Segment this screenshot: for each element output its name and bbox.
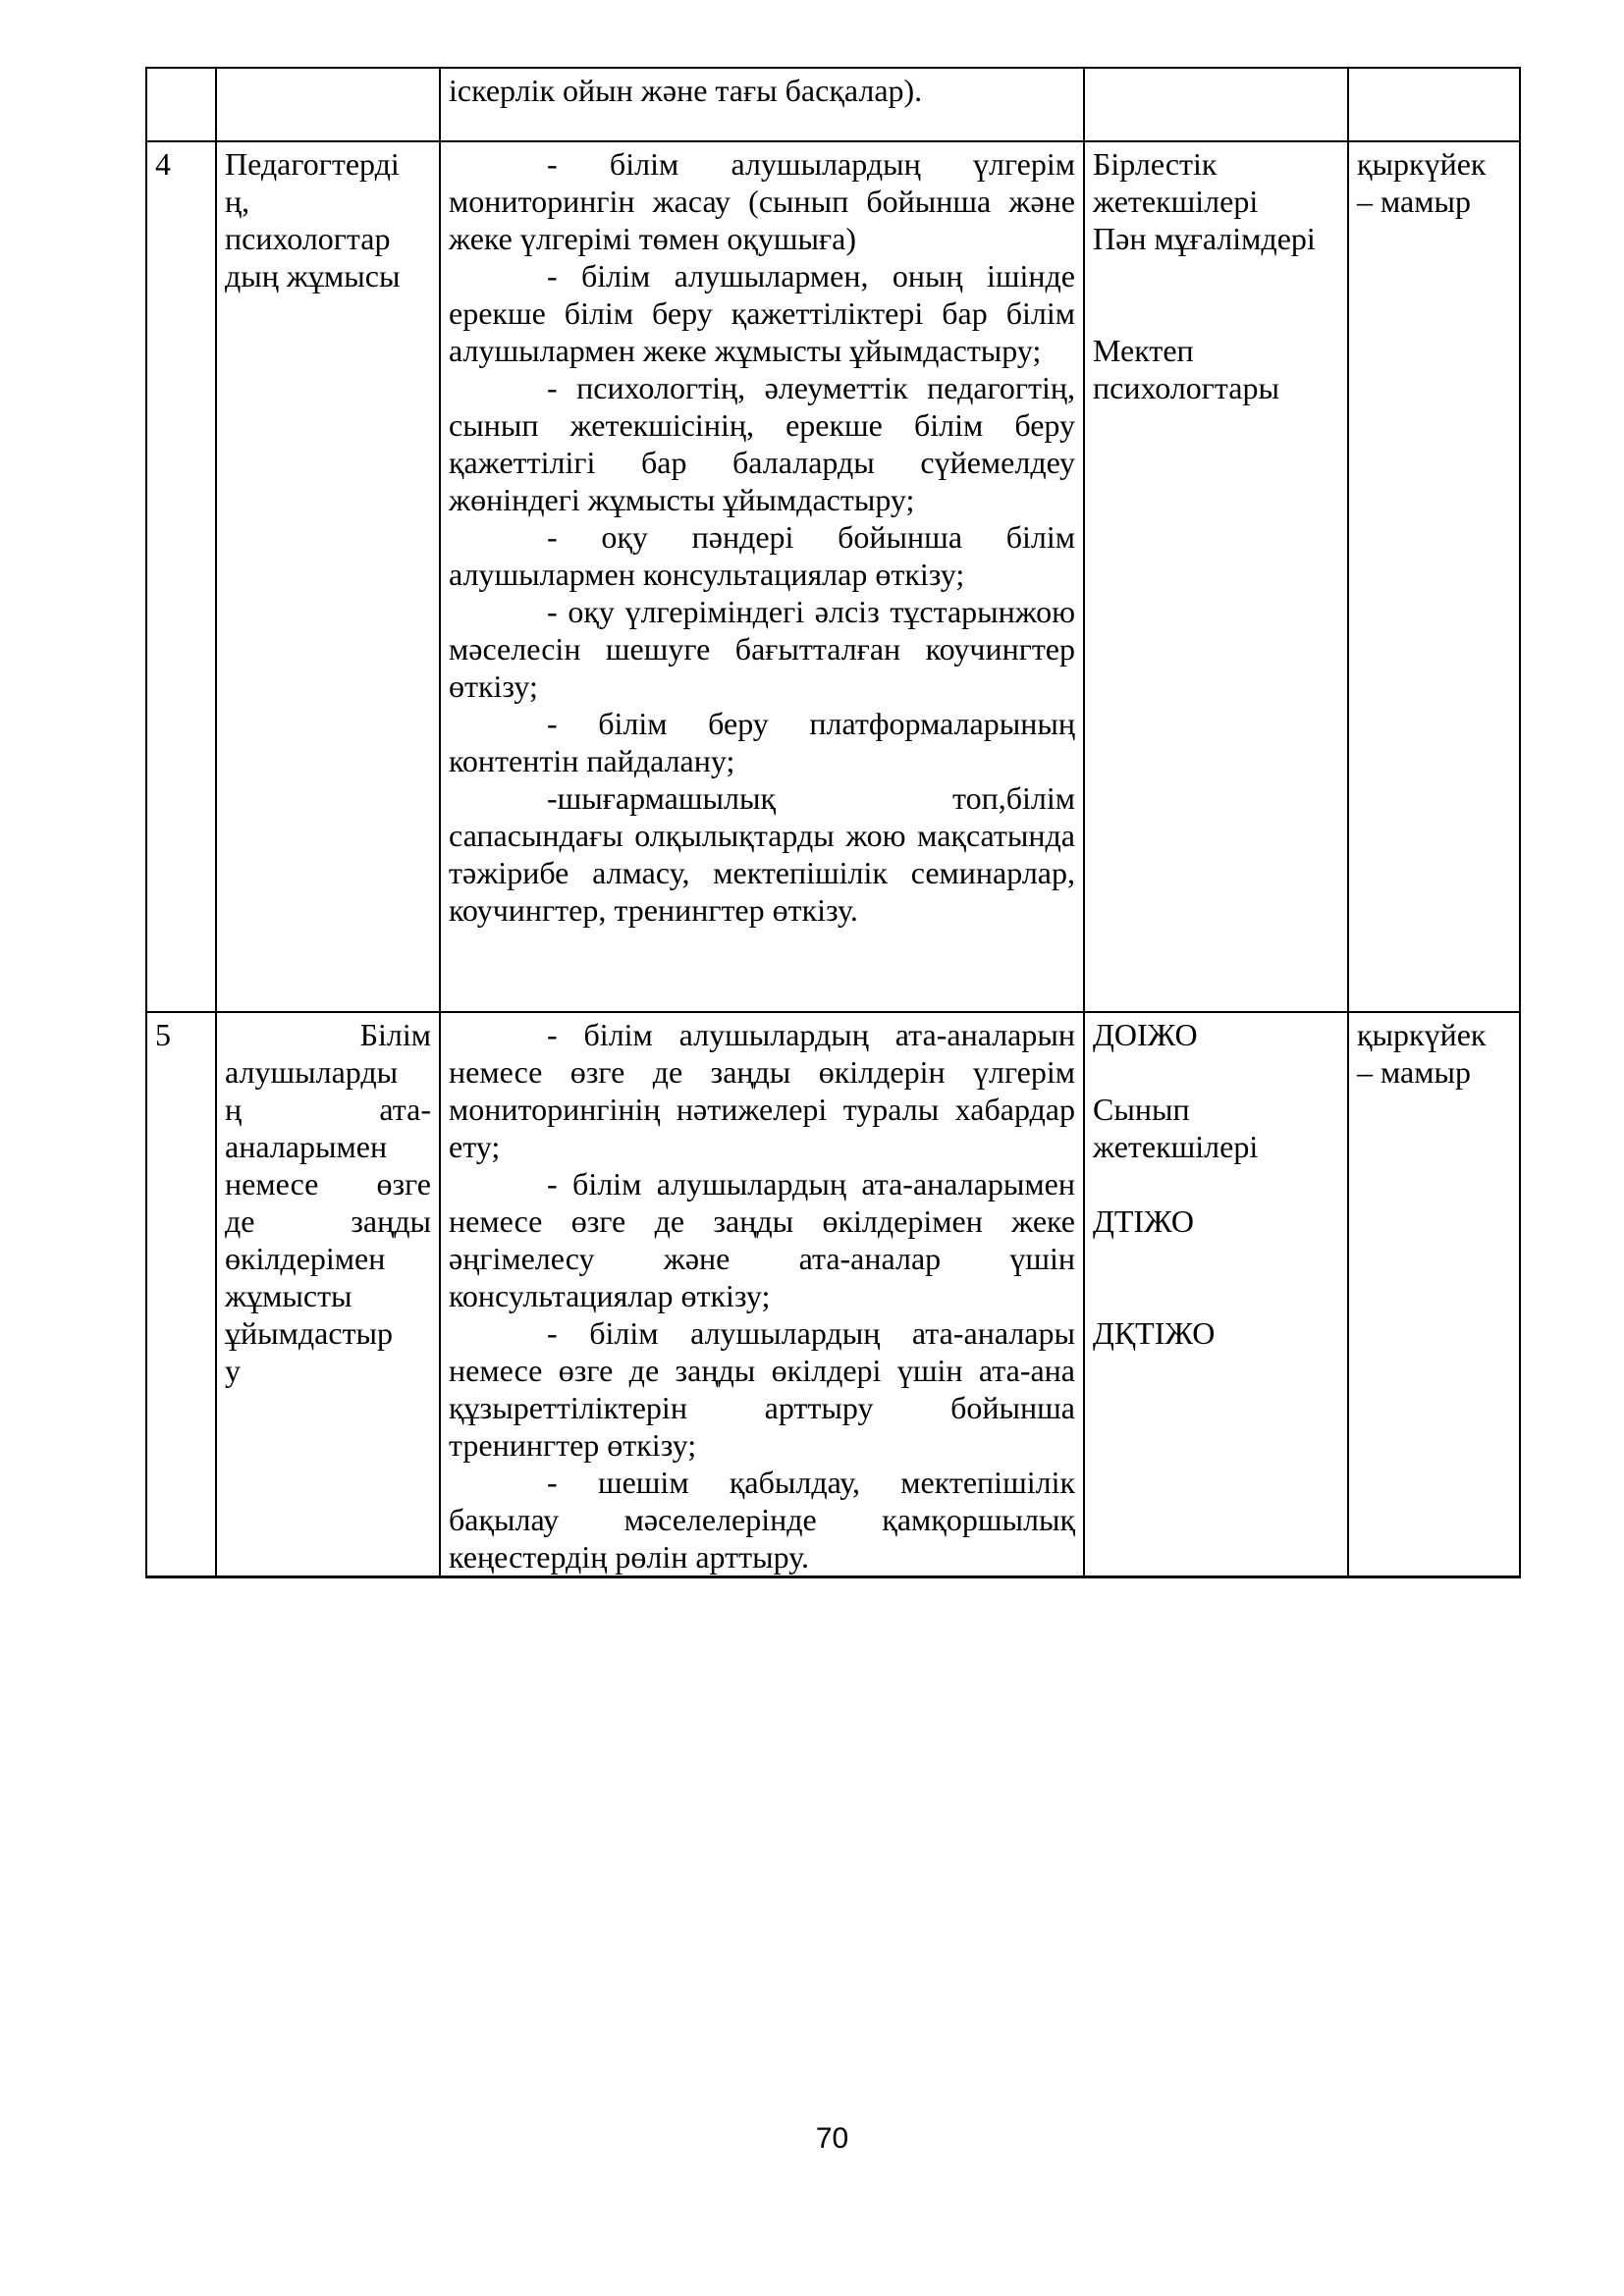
responsible-line: Бірлестік: [1093, 146, 1218, 182]
row-number: 5: [155, 1017, 171, 1052]
responsible-line: [1093, 1053, 1339, 1091]
responsible-line: Сынып: [1093, 1092, 1190, 1127]
activities-cell: [440, 68, 1084, 141]
period-line: қыркүйек: [1357, 146, 1487, 182]
responsible-cell: [1084, 68, 1348, 141]
task-line: ң,: [225, 184, 250, 219]
responsible-line: [1093, 257, 1339, 294]
activity-paragraph: - білім беру платформаларының контентін пайдалану;: [449, 706, 1075, 778]
period-cell: [1348, 141, 1520, 1012]
responsible-line: ДҚТІЖО: [1093, 1315, 1216, 1351]
responsible-line: Мектеп: [1093, 333, 1194, 368]
row-number-cell: [146, 141, 216, 1012]
plan-table-body: [146, 68, 1520, 1577]
responsible-line: ДТІЖО: [1093, 1203, 1195, 1239]
task-line: алушыларды: [225, 1054, 399, 1090]
responsible-line: Пән мұғалімдері: [1093, 221, 1316, 256]
task-cell: [216, 141, 440, 1012]
period-line: қыркүйек: [1357, 1017, 1487, 1052]
activity-paragraph: - білім алушылардың ата-аналарымен немесе өзге де заңды өкілдерімен жеке әңгімелесу және ата-аналар үшін консультациялар өткізу;: [449, 1166, 1075, 1313]
period-cell: [1348, 68, 1520, 141]
activity-paragraph: - оқу пәндері бойынша білім алушылармен консультациялар өткізу;: [449, 519, 1075, 592]
responsible-line: [1093, 294, 1339, 332]
period-line: – мамыр: [1357, 1054, 1471, 1090]
activity-paragraph: - білім алушылармен, оның ішінде ерекше білім беру қажеттіліктері бар білім алушылармен жеке жұмысты ұйымдастыру;: [449, 258, 1075, 368]
responsible-line: жетекшілері: [1093, 1129, 1259, 1164]
task-line: де заңды: [225, 1203, 431, 1239]
responsible-line: [1093, 1165, 1339, 1202]
activities-cell: [440, 1012, 1084, 1577]
task-line: өкілдерімен: [225, 1241, 386, 1276]
page-number: 70: [815, 2122, 849, 2155]
activity-paragraph: - білім алушылардың үлгерім мониторингін жасау (сынып бойынша және жеке үлгерімі төмен оқушыға): [449, 146, 1075, 256]
task-cell: [216, 1012, 440, 1577]
activity-paragraph: - психологтің, әлеуметтік педагогтің, сынып жетекшісінің, ерекше білім беру қажеттілігі бар балаларды сүйемелдеу жөніндегі жұмысты ұйымдастыру;: [449, 370, 1075, 517]
row-number-cell: [146, 1012, 216, 1577]
activity-paragraph: -шығармашылық топ,білім сапасындағы олқылықтарды жою мақсатында тәжірибе алмасу, мектепішілік семинарлар, коучингтер, тренингтер өткізу.: [449, 780, 1075, 928]
responsible-line: [1093, 1277, 1339, 1314]
table-row-5: [146, 1012, 1520, 1577]
table-row-continuation: [146, 68, 1520, 141]
responsible-cell: [1084, 1012, 1348, 1577]
work-plan-table: [145, 67, 1521, 1578]
activity-paragraph: - шешім қабылдау, мектепішілік бақылау мәселелерінде қамқоршылық кеңестердің рөлін арттыру.: [449, 1465, 1075, 1575]
activity-paragraph: - білім алушылардың ата-аналарын немесе өзге де заңды өкілдерін үлгерім мониторингінің нәтижелері туралы хабардар ету;: [449, 1017, 1075, 1164]
task-line: у: [225, 1353, 241, 1388]
row-number-cell: [146, 68, 216, 141]
responsible-line: жетекшілері: [1093, 184, 1259, 219]
task-line: жұмысты: [225, 1278, 352, 1313]
row-number: 4: [155, 146, 171, 182]
task-line: Педагогтерді: [225, 146, 400, 182]
task-line: дың жұмысы: [225, 258, 401, 294]
task-line: Білім: [359, 1017, 431, 1052]
activity-paragraph: - білім алушылардың ата-аналары немесе өзге де заңды өкілдері үшін ата-ана құзыреттіліктерін арттыру бойынша тренингтер өткізу;: [449, 1315, 1075, 1463]
activities-cell: [440, 141, 1084, 1012]
task-line: ұйымдастыр: [225, 1315, 394, 1351]
task-cell: [216, 68, 440, 141]
responsible-line: психологтары: [1093, 370, 1279, 405]
table-row-4: [146, 141, 1520, 1012]
responsible-line: ДОІЖО: [1093, 1017, 1198, 1052]
task-line: психологтар: [225, 221, 391, 256]
task-line: немесе өзге: [225, 1166, 431, 1201]
activities-continuation-text: іскерлік ойын және тағы басқалар).: [449, 73, 923, 108]
period-line: – мамыр: [1357, 184, 1471, 219]
responsible-cell: [1084, 141, 1348, 1012]
responsible-line: [1093, 1240, 1339, 1277]
period-cell: [1348, 1012, 1520, 1577]
activity-paragraph: - оқу үлгеріміндегі әлсіз тұстарынжою мәселесін шешуге бағытталған коучингтер өткізу;: [449, 594, 1075, 704]
task-line: аналарымен: [225, 1129, 388, 1164]
task-line: ң ата-: [225, 1092, 431, 1127]
